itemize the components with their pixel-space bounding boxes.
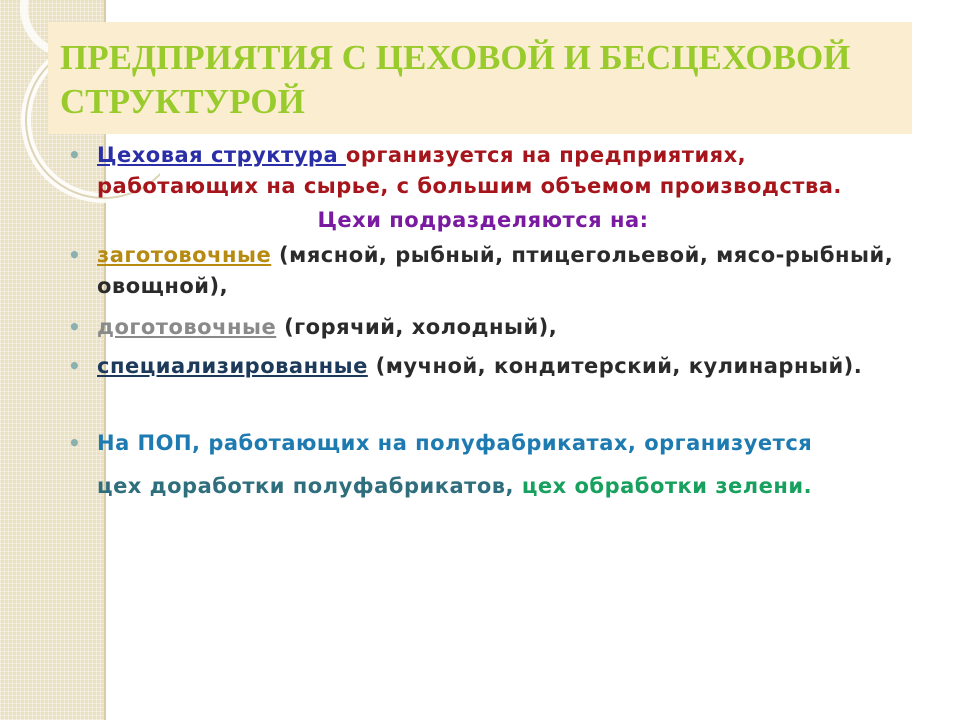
- finishing-text: (горячий, холодный),: [276, 315, 558, 339]
- subheading: Цехи подразделяются на:: [317, 208, 649, 232]
- pop-workshop-finishing: цех доработки полуфабрикатов,: [97, 474, 515, 498]
- bullet-pop: [68, 428, 898, 459]
- link-workshop-structure[interactable]: Цеховая структура: [97, 143, 346, 167]
- bullet-finishing: [68, 312, 898, 343]
- slide-content: [68, 140, 898, 502]
- pop-workshops: [68, 471, 898, 502]
- slide-title: ПРЕДПРИЯТИЯ С ЦЕХОВОЙ И БЕСЦЕХОВОЙ СТРУКТУРОЙ: [60, 38, 851, 121]
- bullet-procurement: [68, 240, 898, 302]
- bullet-icon: •: [68, 431, 82, 455]
- procurement-text: (мясной, рыбный, птицегольевой, мясо-рыбный, овощной),: [97, 243, 894, 298]
- bullet-icon: •: [68, 315, 82, 339]
- bullet-icon: •: [68, 243, 82, 267]
- bullet-icon: •: [68, 143, 82, 167]
- link-specialized[interactable]: специализированные: [97, 354, 368, 378]
- specialized-text: (мучной, кондитерский, кулинарный).: [367, 354, 863, 378]
- bullet-workshop-structure: [68, 140, 898, 202]
- workshop-structure-text: организуется на предприятиях, работающих на сырье, с большим объемом производства.: [97, 143, 842, 198]
- title-box: [48, 22, 912, 134]
- bullet-icon: •: [68, 354, 82, 378]
- pop-workshop-greens: цех обработки зелени.: [514, 474, 813, 498]
- bullet-specialized: [68, 351, 898, 382]
- link-procurement[interactable]: заготовочные: [97, 243, 272, 267]
- pop-text: На ПОП, работающих на полуфабрикатах, организуется: [97, 431, 813, 455]
- link-finishing[interactable]: доготовочные: [97, 315, 277, 339]
